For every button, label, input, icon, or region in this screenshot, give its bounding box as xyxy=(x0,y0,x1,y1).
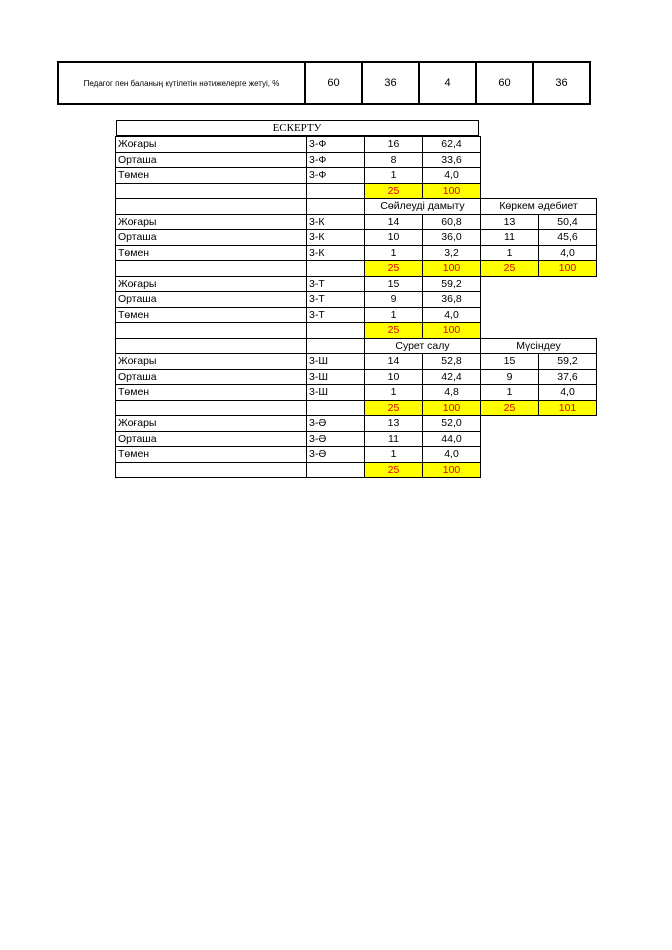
percent-cell: 4,0 xyxy=(423,168,481,184)
total-percent-cell: 100 xyxy=(423,400,481,416)
level-cell: Орташа xyxy=(116,152,307,168)
subheader-row xyxy=(116,338,597,354)
level-cell: Төмен xyxy=(116,307,307,323)
summary-value: 36 xyxy=(362,62,419,104)
table-row xyxy=(116,292,597,308)
total-row xyxy=(116,323,597,339)
group-code-cell: 3-Ф xyxy=(307,152,365,168)
count-cell: 15 xyxy=(365,276,423,292)
count-cell: 9 xyxy=(481,369,539,385)
group-code-cell: 3-Ш xyxy=(307,354,365,370)
count-cell: 9 xyxy=(365,292,423,308)
total-count-cell: 25 xyxy=(365,462,423,478)
level-cell: Төмен xyxy=(116,447,307,463)
table-row xyxy=(116,230,597,246)
count-cell: 1 xyxy=(365,447,423,463)
percent-cell: 45,6 xyxy=(539,230,597,246)
count-cell: 13 xyxy=(365,416,423,432)
table-row xyxy=(116,152,597,168)
table-row xyxy=(116,354,597,370)
summary-value: 36 xyxy=(533,62,590,104)
total-count-cell: 25 xyxy=(365,323,423,339)
total-row xyxy=(116,261,597,277)
total-count-cell: 25 xyxy=(481,400,539,416)
count-cell: 1 xyxy=(365,168,423,184)
total-row xyxy=(116,183,597,199)
total-percent-cell: 100 xyxy=(423,183,481,199)
count-cell: 1 xyxy=(365,307,423,323)
level-cell: Орташа xyxy=(116,431,307,447)
table-row xyxy=(116,168,597,184)
total-percent-cell: 101 xyxy=(539,400,597,416)
level-cell: Төмен xyxy=(116,385,307,401)
level-cell: Орташа xyxy=(116,230,307,246)
count-cell: 1 xyxy=(481,385,539,401)
summary-value: 60 xyxy=(305,62,362,104)
percent-cell: 59,2 xyxy=(539,354,597,370)
count-cell: 1 xyxy=(365,385,423,401)
group-code-cell: 3-Т xyxy=(307,307,365,323)
note-title-row xyxy=(116,120,597,137)
group-code-cell: 3-К xyxy=(307,214,365,230)
count-cell: 1 xyxy=(365,245,423,261)
note-table xyxy=(115,120,597,478)
group-code-cell: 3-Ш xyxy=(307,369,365,385)
total-percent-cell: 100 xyxy=(423,323,481,339)
table-row xyxy=(116,276,597,292)
group-code-cell: 3-К xyxy=(307,230,365,246)
total-percent-cell: 100 xyxy=(539,261,597,277)
level-cell: Орташа xyxy=(116,369,307,385)
level-cell: Жоғары xyxy=(116,214,307,230)
count-cell: 16 xyxy=(365,137,423,153)
subheader-literature: Көркем әдебиет xyxy=(481,199,597,215)
percent-cell: 4,0 xyxy=(423,447,481,463)
group-code-cell: 3-Ф xyxy=(307,168,365,184)
level-cell: Жоғары xyxy=(116,137,307,153)
total-row xyxy=(116,462,597,478)
count-cell: 14 xyxy=(365,354,423,370)
level-cell: Орташа xyxy=(116,292,307,308)
subheader-speech: Сөйлеуді дамыту xyxy=(365,199,481,215)
level-cell: Төмен xyxy=(116,168,307,184)
group-code-cell: 3-Ф xyxy=(307,137,365,153)
count-cell: 11 xyxy=(365,431,423,447)
group-code-cell: 3-Т xyxy=(307,292,365,308)
percent-cell: 50,4 xyxy=(539,214,597,230)
level-cell: Төмен xyxy=(116,245,307,261)
group-code-cell: 3-Ш xyxy=(307,385,365,401)
group-code-cell: 3-Ә xyxy=(307,416,365,432)
group-code-cell: 3-К xyxy=(307,245,365,261)
percent-cell: 36,0 xyxy=(423,230,481,246)
note-title: ЕСКЕРТУ xyxy=(116,120,479,136)
total-row xyxy=(116,400,597,416)
summary-value: 4 xyxy=(419,62,476,104)
percent-cell: 4,0 xyxy=(539,245,597,261)
total-percent-cell: 100 xyxy=(423,261,481,277)
percent-cell: 44,0 xyxy=(423,431,481,447)
table-row xyxy=(116,385,597,401)
percent-cell: 3,2 xyxy=(423,245,481,261)
summary-label: Педагог пен баланың күтілетін нәтижелерге жетуі, % xyxy=(58,62,305,104)
group-code-cell: 3-Т xyxy=(307,276,365,292)
group-code-cell: 3-Ә xyxy=(307,431,365,447)
total-count-cell: 25 xyxy=(365,261,423,277)
total-count-cell: 25 xyxy=(365,183,423,199)
table-row xyxy=(116,245,597,261)
table-row xyxy=(116,416,597,432)
count-cell: 13 xyxy=(481,214,539,230)
subheader-sculpting: Мүсіндеу xyxy=(481,338,597,354)
level-cell: Жоғары xyxy=(116,276,307,292)
summary-value: 60 xyxy=(476,62,533,104)
total-count-cell: 25 xyxy=(481,261,539,277)
subheader-row xyxy=(116,199,597,215)
count-cell: 10 xyxy=(365,230,423,246)
total-percent-cell: 100 xyxy=(423,462,481,478)
percent-cell: 36,8 xyxy=(423,292,481,308)
percent-cell: 52,0 xyxy=(423,416,481,432)
percent-cell: 4,0 xyxy=(539,385,597,401)
percent-cell: 33,6 xyxy=(423,152,481,168)
total-count-cell: 25 xyxy=(365,400,423,416)
table-row xyxy=(116,137,597,153)
count-cell: 10 xyxy=(365,369,423,385)
count-cell: 8 xyxy=(365,152,423,168)
summary-row xyxy=(58,62,590,104)
table-row xyxy=(116,431,597,447)
table-row xyxy=(116,369,597,385)
percent-cell: 42,4 xyxy=(423,369,481,385)
count-cell: 15 xyxy=(481,354,539,370)
percent-cell: 60,8 xyxy=(423,214,481,230)
percent-cell: 59,2 xyxy=(423,276,481,292)
table-row xyxy=(116,307,597,323)
count-cell: 1 xyxy=(481,245,539,261)
table-row xyxy=(116,214,597,230)
percent-cell: 4,8 xyxy=(423,385,481,401)
percent-cell: 52,8 xyxy=(423,354,481,370)
percent-cell: 37,6 xyxy=(539,369,597,385)
level-cell: Жоғары xyxy=(116,416,307,432)
table-row xyxy=(116,447,597,463)
count-cell: 11 xyxy=(481,230,539,246)
level-cell: Жоғары xyxy=(116,354,307,370)
percent-cell: 4,0 xyxy=(423,307,481,323)
percent-cell: 62,4 xyxy=(423,137,481,153)
group-code-cell: 3-Ә xyxy=(307,447,365,463)
count-cell: 14 xyxy=(365,214,423,230)
subheader-drawing: Сурет салу xyxy=(365,338,481,354)
summary-table xyxy=(57,61,591,105)
